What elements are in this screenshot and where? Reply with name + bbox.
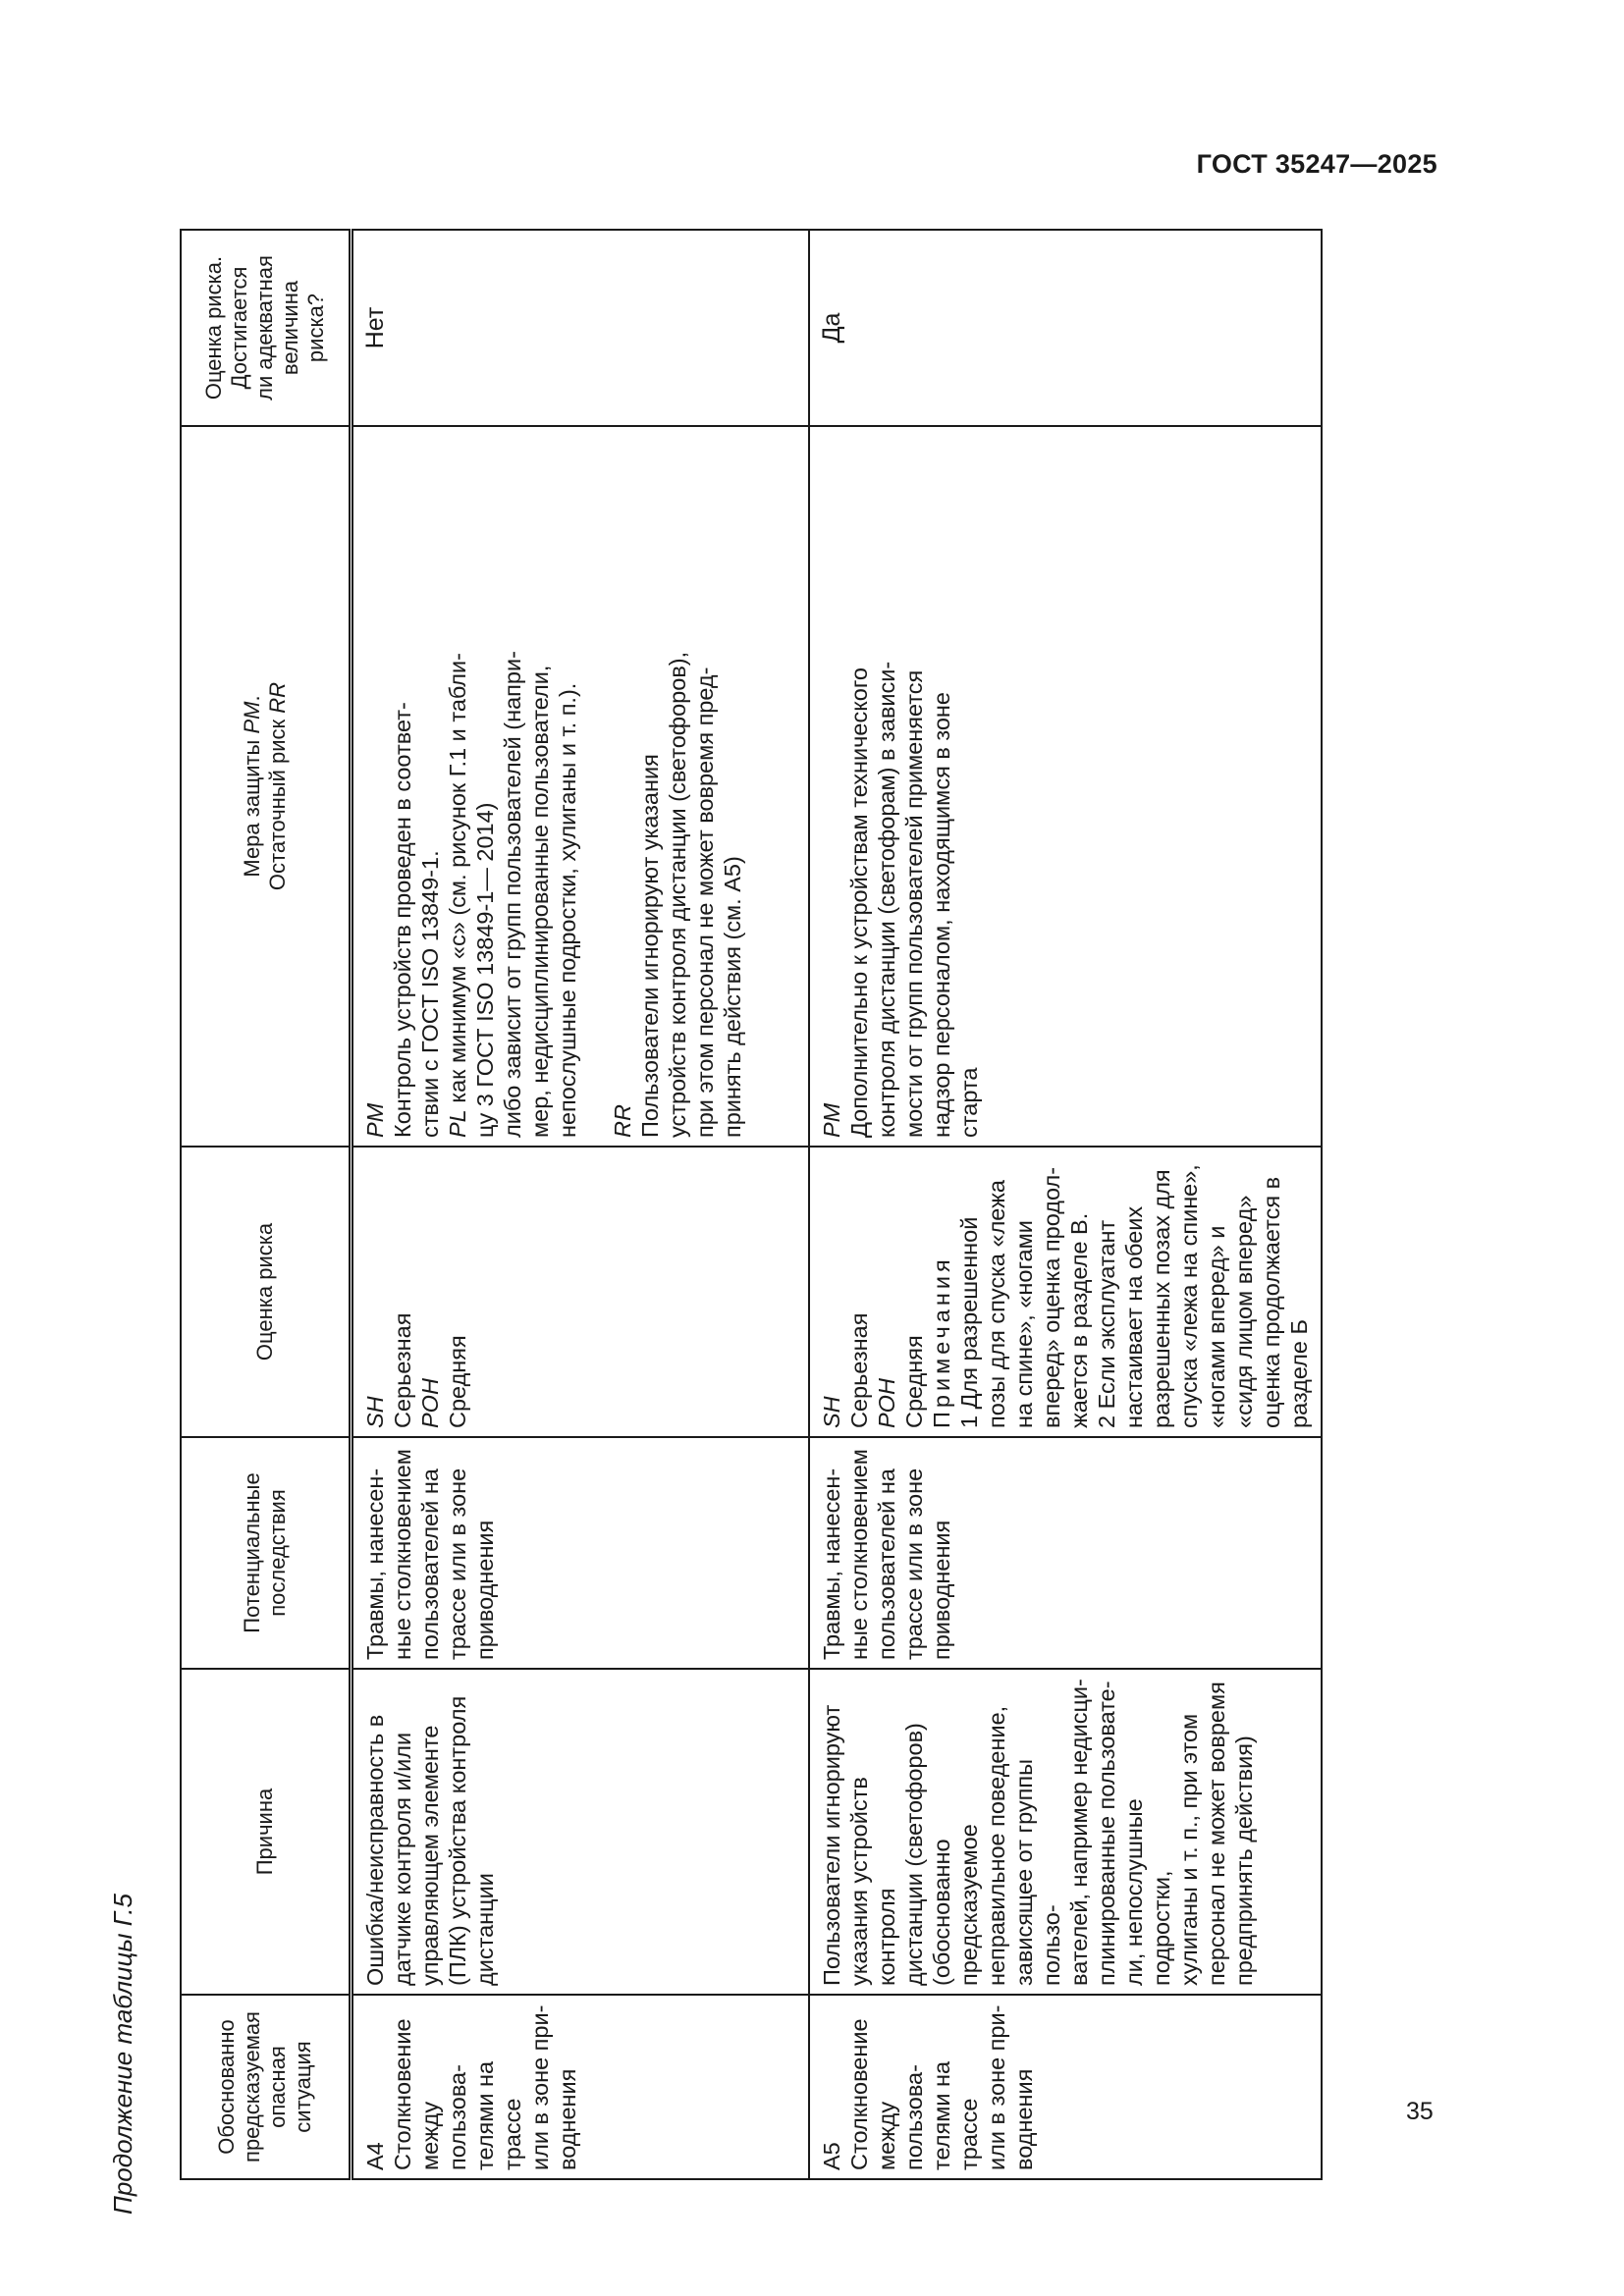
- table-row: [809, 230, 1322, 2179]
- text-line: цу 3 ГОСТ ISO 13849-1— 2014): [472, 802, 498, 1138]
- assessment-lines: [818, 1155, 928, 1428]
- text-line: указания устройств контроля: [846, 1777, 899, 1986]
- text-line: Достигается: [227, 266, 251, 390]
- text-line: величина: [278, 280, 302, 376]
- text-line: «ногами вперед» и: [1204, 1225, 1229, 1428]
- text-line: 1 Для разрешенной: [956, 1216, 982, 1428]
- text-line: риска?: [303, 293, 328, 363]
- cell-adequacy: Да: [809, 230, 1322, 426]
- pm-label: PM: [362, 1102, 388, 1138]
- text-line: трассе или в зоне: [901, 1468, 927, 1660]
- cell-consequences: [809, 1437, 1322, 1669]
- text-line: Остаточный риск RR: [265, 681, 290, 891]
- text-line: оценка продолжается в: [1259, 1176, 1284, 1428]
- cell-situation: [809, 1995, 1322, 2179]
- text-line: или в зоне при-: [527, 2004, 553, 2170]
- text-line: ли адекватная: [252, 255, 277, 400]
- cell-situation: [352, 1995, 810, 2179]
- text-line: опасная ситуация: [265, 2041, 315, 2133]
- standard-code: ГОСТ 35247—2025: [1196, 149, 1437, 179]
- text-line: приводнения: [472, 1520, 498, 1660]
- text-line: POH: [417, 1378, 443, 1428]
- text-line: POH: [874, 1378, 899, 1428]
- text-line: воднения: [555, 2068, 580, 2170]
- pm-label: PM: [819, 1102, 844, 1138]
- text-line: SH: [362, 1396, 388, 1428]
- assessment-lines: [361, 1155, 471, 1428]
- text-line: Потенциальные: [240, 1472, 264, 1633]
- cell-assessment: [809, 1147, 1322, 1437]
- text-line: или в зоне при-: [984, 2004, 1009, 2170]
- text-line: дистанции: [472, 1873, 498, 1986]
- text-line: надзор персоналом, находящимся в зоне: [929, 692, 954, 1138]
- text-line: позы для спуска «лежа: [984, 1180, 1009, 1428]
- text-line: Серьезная: [846, 1312, 872, 1428]
- notes-text: [955, 1155, 1313, 1428]
- text-line: Ошибка/неисправность в: [362, 1714, 388, 1986]
- text-line: ные столкновением: [846, 1449, 872, 1660]
- text-line: зависящее от группы пользо-: [1011, 1759, 1064, 1986]
- header-situation: [181, 1995, 352, 2179]
- text-line: настаивает на обеих: [1121, 1205, 1147, 1428]
- rr-label: RR: [610, 1104, 635, 1138]
- text-line: неправильное поведение,: [984, 1705, 1009, 1986]
- text-line: А4: [362, 2142, 388, 2170]
- text-line: последствия: [265, 1489, 290, 1617]
- text-line: Столкновение: [846, 2018, 872, 2170]
- text-line: управляющем элементе: [417, 1725, 443, 1986]
- pm-text: [389, 435, 581, 1138]
- text-line: Пользователи игнорируют указания: [637, 754, 663, 1138]
- text-line: Оценка риска.: [201, 255, 226, 400]
- header-protection-measure: [181, 426, 352, 1147]
- text-line: дистанции (светофоров): [901, 1723, 927, 1986]
- text-line: Оценка риска: [252, 1222, 277, 1362]
- cell-consequences: [352, 1437, 810, 1669]
- header-consequences: [181, 1437, 352, 1669]
- text-line: Пользователи игнорируют: [819, 1704, 844, 1986]
- text-line: старта: [956, 1067, 982, 1138]
- text-line: устройств контроля дистанции (светофоров),: [665, 651, 690, 1138]
- text-line: между пользова-: [874, 2064, 927, 2170]
- text-line: Средняя: [445, 1335, 470, 1428]
- text-line: Контроль устройств проведен в соответ-: [390, 702, 415, 1138]
- cell-cause: [352, 1669, 810, 1995]
- text-line: пользователей на: [417, 1468, 443, 1660]
- text-line: Дополнительно к устройствам технического: [846, 667, 872, 1138]
- text-line: пользователей на: [874, 1468, 899, 1660]
- cell-protection-measure: [352, 426, 810, 1147]
- text-line: мер, недисциплинированные пользователи,: [527, 665, 553, 1138]
- text-line: плинированные пользовате-: [1094, 1681, 1119, 1986]
- text-line: телями на трассе: [929, 2060, 982, 2170]
- text-line: разделе Б: [1286, 1319, 1312, 1428]
- table-caption: Продолжение таблицы Г.5: [108, 1894, 137, 2215]
- notes-label: Примечания: [929, 1255, 954, 1428]
- cell-protection-measure: [809, 426, 1322, 1147]
- text-line: либо зависит от групп пользователей (напри-: [500, 651, 525, 1138]
- text-line: Обоснованно: [214, 2019, 239, 2155]
- text-line: Средняя: [901, 1335, 927, 1428]
- cell-adequacy: Нет: [352, 230, 810, 426]
- spacer: [581, 435, 609, 1138]
- text-line: жается в разделе В.: [1066, 1212, 1092, 1428]
- text-line: Травмы, нанесен-: [362, 1468, 388, 1660]
- text-line: Мера защиты PM.: [240, 695, 264, 878]
- header-risk-assessment: [181, 1147, 352, 1437]
- text-line: трассе или в зоне: [445, 1468, 470, 1660]
- text-line: приводнения: [929, 1520, 954, 1660]
- text-line: Травмы, нанесен-: [819, 1468, 844, 1660]
- text-line: «сидя лицом вперед»: [1231, 1195, 1257, 1428]
- header-cause: [181, 1669, 352, 1995]
- cell-assessment: [352, 1147, 810, 1437]
- text-line: предсказуемая: [240, 2011, 264, 2163]
- text-line: Причина: [252, 1788, 277, 1876]
- text-line: PL как минимум «c» (см. рисунок Г.1 и табли-: [445, 653, 470, 1138]
- table-header-row: [181, 230, 352, 2179]
- text-line: SH: [819, 1396, 844, 1428]
- text-line: Столкновение: [390, 2018, 415, 2170]
- text-line: 2 Если эксплуатант: [1094, 1219, 1119, 1428]
- text-line: на спине», «ногами: [1011, 1220, 1037, 1428]
- text-line: вателей, например недисци-: [1066, 1679, 1092, 1986]
- header-adequacy: [181, 230, 352, 426]
- table-row: [352, 230, 810, 2179]
- text-line: хулиганы и т. п., при этом: [1176, 1713, 1202, 1986]
- text-line: телями на трассе: [472, 2060, 525, 2170]
- cell-cause: [809, 1669, 1322, 1995]
- text-line: между пользова-: [417, 2064, 470, 2170]
- text-line: ли, непослушные подростки,: [1121, 1798, 1174, 1986]
- text-line: персонал не может вовремя: [1204, 1682, 1229, 1986]
- text-line: контроля дистанции (светофорам) в зависи-: [874, 661, 899, 1138]
- text-line: мости от групп пользователей применяется: [901, 669, 927, 1138]
- rotated-table-wrapper: [180, 231, 1370, 2180]
- text-line: принять действия (см. А5): [720, 856, 745, 1138]
- text-line: вперед» оценка продол-: [1039, 1166, 1064, 1428]
- rr-text: [636, 435, 746, 1138]
- risk-assessment-table: [180, 229, 1323, 2180]
- text-line: предпринять действия): [1231, 1735, 1257, 1986]
- page-number: 35: [1406, 2098, 1434, 2125]
- pm-text: [845, 435, 983, 1138]
- text-line: ствии с ГОСТ ISO 13849-1.: [417, 850, 443, 1138]
- text-line: А5: [819, 2142, 844, 2170]
- text-line: непослушные подростки, хулиганы и т. п.).: [555, 682, 580, 1138]
- text-line: разрешенных позах для: [1149, 1169, 1174, 1428]
- text-line: (обоснованно предсказуемое: [929, 1824, 982, 1986]
- text-line: (ПЛК) устройства контроля: [445, 1695, 470, 1986]
- text-line: Серьезная: [390, 1312, 415, 1428]
- text-line: датчике контроля и/или: [390, 1732, 415, 1986]
- text-line: при этом персонал не может вовремя пред-: [692, 667, 718, 1138]
- text-line: ные столкновением: [390, 1449, 415, 1660]
- text-line: воднения: [1011, 2068, 1037, 2170]
- text-line: спуска «лежа на спине»,: [1176, 1164, 1202, 1428]
